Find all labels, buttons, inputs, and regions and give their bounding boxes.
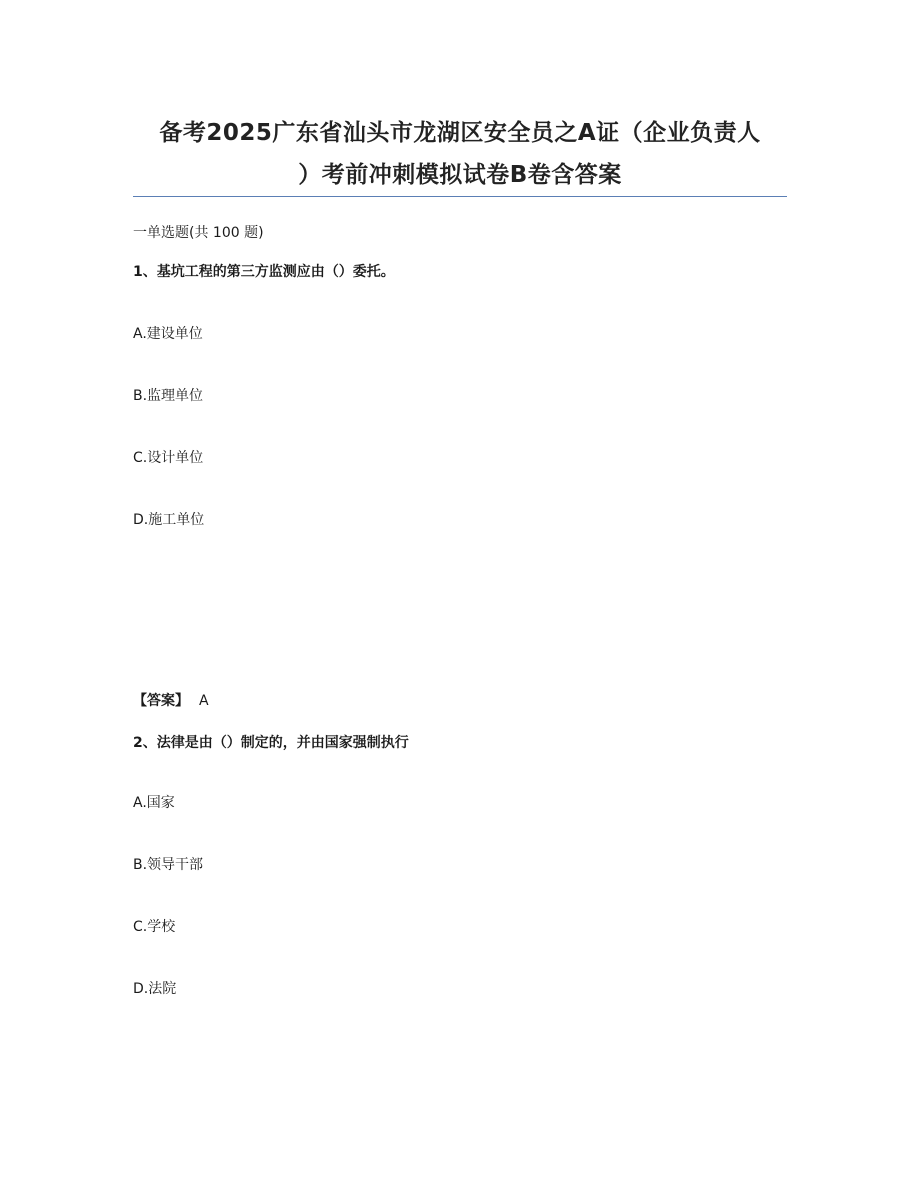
question-2-option-a: A.国家 [133,795,175,811]
question-1-answer [133,691,209,711]
section-heading: 一单选题(共 100 题) [133,225,264,241]
question-1-option-a: A.建设单位 [133,326,203,342]
question-1-option-b: B.监理单位 [133,388,204,404]
question-2-option-b: B.领导干部 [133,857,204,873]
title-divider [133,196,787,197]
question-2-option-d: D.法院 [133,981,177,997]
question-1-option-c: C.设计单位 [133,450,204,466]
title-line-1: 备考2025广东省汕头市龙湖区安全员之A证（企业负责人 [159,120,761,146]
question-1-option-d: D.施工单位 [133,512,205,528]
question-1-text: 1、基坑工程的第三方监测应由（）委托。 [133,264,395,280]
document-title [133,112,787,196]
question-2-text: 2、法律是由（）制定的，并由国家强制执行 [133,735,409,751]
title-line-2: ）考前冲刺模拟试卷B卷含答案 [298,162,622,188]
answer-label: 【答案】 [133,693,189,709]
question-2-option-c: C.学校 [133,919,176,935]
answer-value: A [199,693,209,709]
